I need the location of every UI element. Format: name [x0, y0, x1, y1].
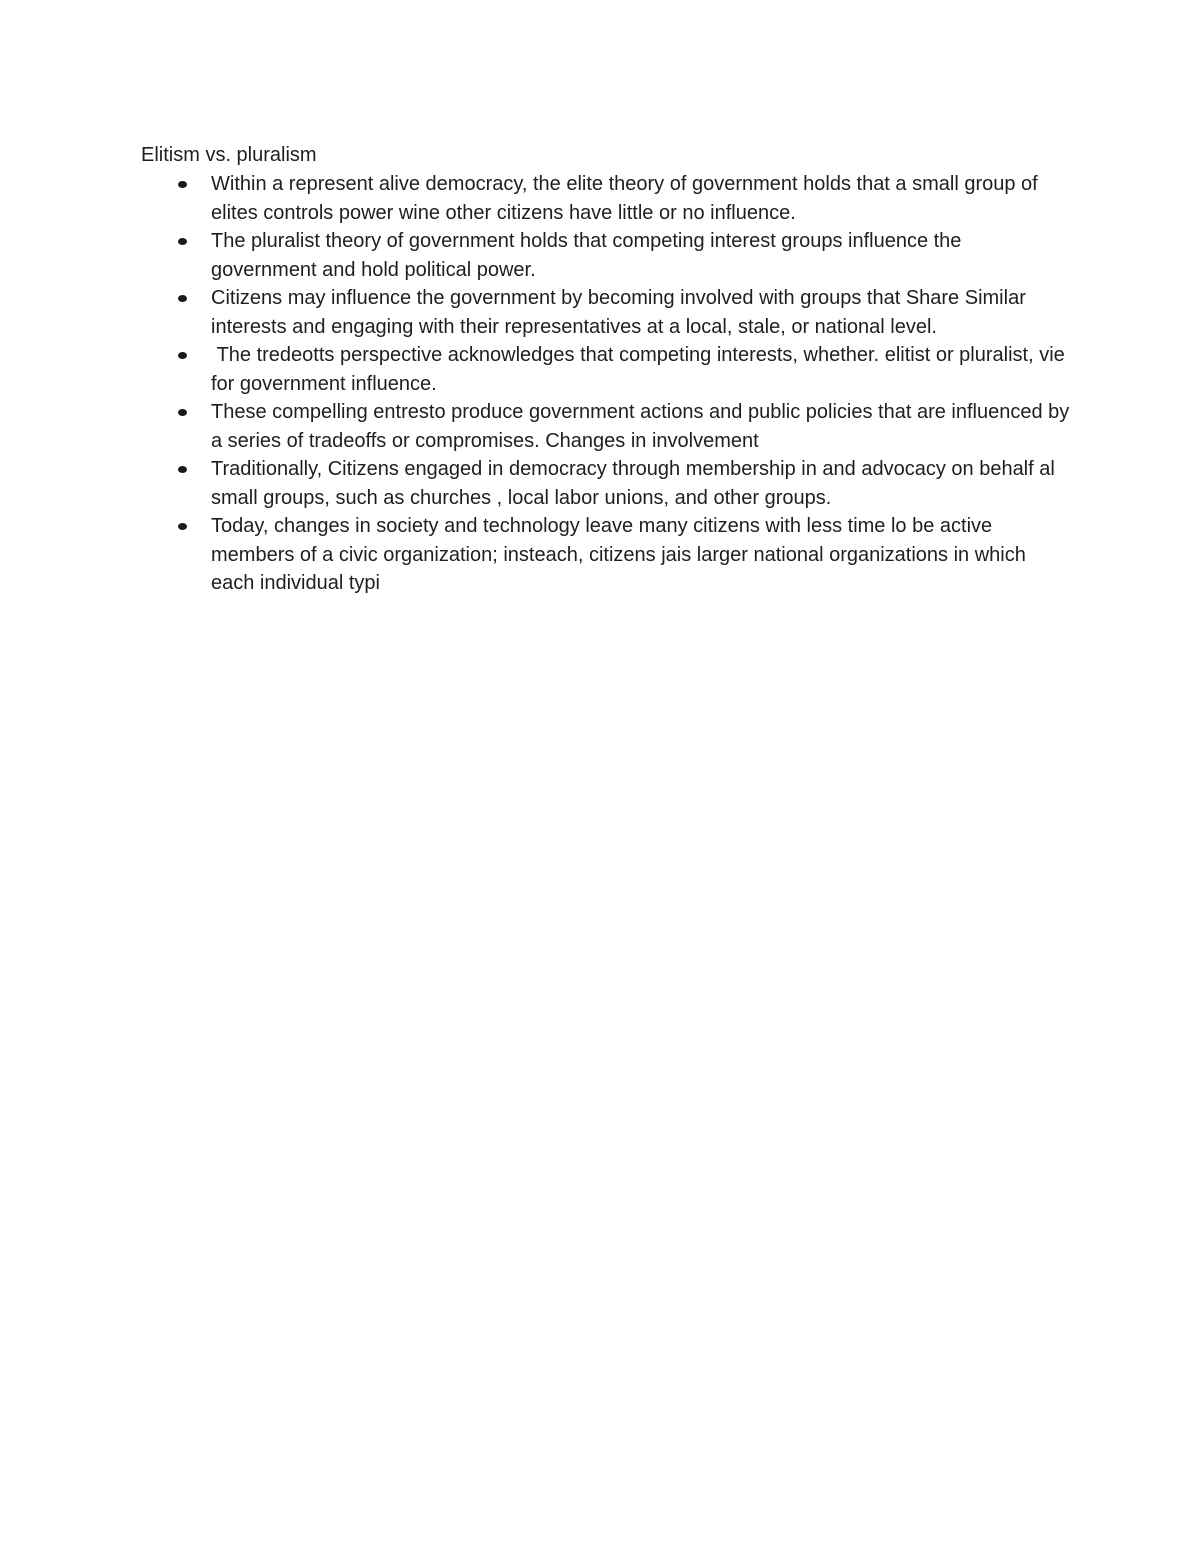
list-item-text: Within a represent alive democracy, the elite theory of government holds that a small group of elites controls power wine other citizens have little or no influence.	[211, 173, 1044, 224]
list-item	[0, 284, 1071, 341]
list-item-text: Traditionally, Citizens engaged in democracy through membership in and advocacy on behalf al small groups, such as churches , local labor unions, and other groups.	[211, 458, 1061, 509]
list-item	[0, 341, 1071, 398]
bullet-icon	[178, 352, 187, 359]
bullet-icon	[178, 181, 187, 188]
bullet-list	[0, 170, 1200, 598]
list-item	[0, 512, 1071, 598]
list-item	[0, 455, 1071, 512]
bullet-icon	[178, 238, 187, 245]
list-item-text: The tredeotts perspective acknowledges that competing interests, whether. elitist or pluralist, vie for government influence.	[211, 344, 1071, 395]
bullet-icon	[178, 409, 187, 416]
bullet-icon	[178, 523, 187, 530]
list-item	[0, 227, 1071, 284]
list-item-text: Citizens may influence the government by becoming involved with groups that Share Similar interests and engaging with their representatives at a local, stale, or national level.	[211, 287, 1032, 338]
list-item	[0, 170, 1071, 227]
bullet-icon	[178, 466, 187, 473]
document-title: Elitism vs. pluralism	[141, 144, 317, 166]
list-item-text: These compelling entresto produce government actions and public policies that are influenced by a series of tradeoffs or compromises. Changes in involvement	[211, 401, 1075, 452]
list-item-text: Today, changes in society and technology leave many citizens with less time lo be active members of a civic organization; insteach, citizens jais larger national organizations in which each individual typi	[211, 515, 1032, 594]
list-item	[0, 398, 1075, 455]
bullet-icon	[178, 295, 187, 302]
list-item-text: The pluralist theory of government holds that competing interest groups influence the government and hold political power.	[211, 230, 967, 281]
